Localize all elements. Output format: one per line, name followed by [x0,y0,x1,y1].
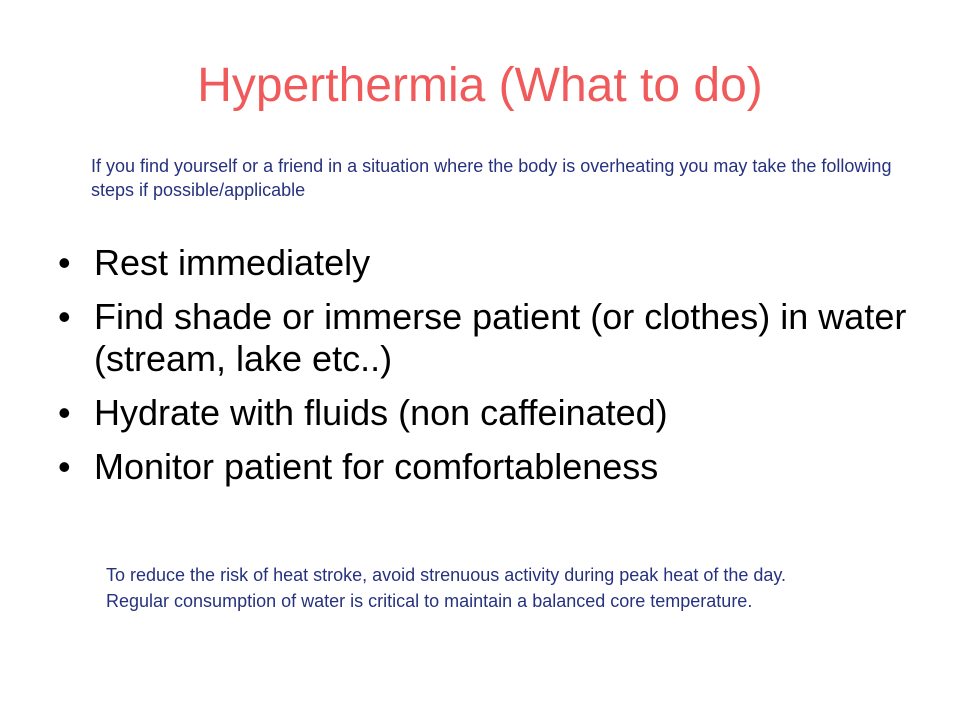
bullet-icon: • [58,296,71,337]
bullet-icon: • [58,242,71,283]
list-item-text: Monitor patient for comfortableness [94,446,659,487]
bullet-icon: • [58,446,71,487]
list-item-text: Rest immediately [94,242,371,283]
slide-title: Hyperthermia (What to do) [197,59,763,112]
bullet-icon: • [58,392,71,433]
list-item [58,296,918,380]
list-item [58,446,918,488]
list-item [58,242,918,284]
list-item [58,392,918,434]
list-item-text: Find shade or immerse patient (or clothes) in water (stream, lake etc..) [94,296,907,379]
intro-note: If you find yourself or a friend in a situation where the body is overheating you may take the following steps if possible/applicable [91,156,892,200]
steps-list [58,242,918,500]
list-item-text: Hydrate with fluids (non caffeinated) [94,392,668,433]
closing-note: To reduce the risk of heat stroke, avoid strenuous activity during peak heat of the day. Regular consumption of water is critical to maintain a balanced core temperature. [106,565,787,611]
